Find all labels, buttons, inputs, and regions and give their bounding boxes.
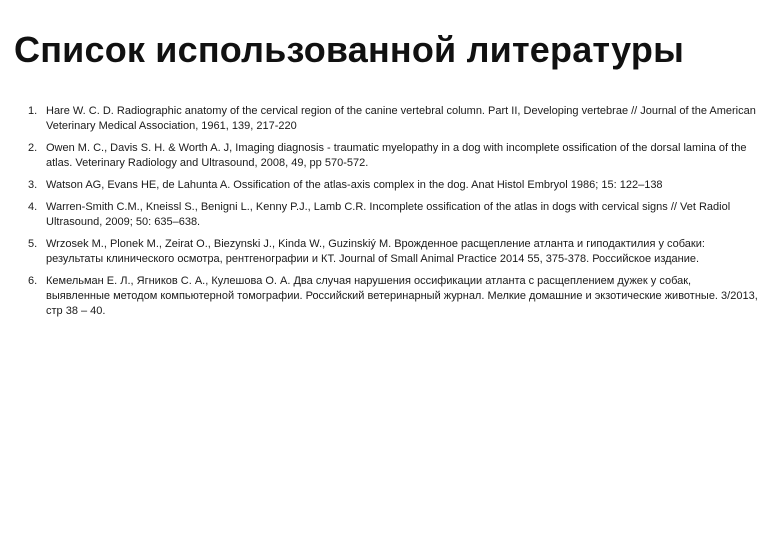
list-item (28, 104, 758, 134)
reference-number: 3. (28, 179, 38, 191)
reference-text: Кемельман Е. Л., Ягников С. А., Кулешова О. А. Два случая нарушения оссификации атланта с расщеплением дужек у собак, выявленные методом компьютерной томографии. Российский ветеринарный журнал. Мелкие домашние и экзотические животные. 3/2013, стр 38 – 40. (46, 275, 758, 317)
list-item (28, 141, 758, 171)
reference-text: Warren-Smith C.M., Kneissl S., Benigni L., Kenny P.J., Lamb C.R. Incomplete ossification of the atlas in dogs with cervical signs // Vet Radiol Ultrasound, 2009; 50: 635–638. (46, 201, 731, 228)
list-item (28, 237, 758, 267)
reference-number: 1. (28, 105, 38, 117)
reference-text: Wrzosek M., Plonek M., Zeirat O., Biezynski J., Kinda W., Guzinskiý M. Врожденное расщепление атланта и гиподактилия у собаки: результаты клинического осмотра, рентгенографии и КТ. Journal of Small Animal Practice 2014 55, 375-378. Российское издание. (46, 238, 705, 265)
reference-text: Hare W. C. D. Radiographic anatomy of the cervical region of the canine vertebral column. Part II, Developing vertebrae // Journal of the American Veterinary Medical Association, 1961, 139, 217-220 (46, 105, 756, 132)
reference-text: Watson AG, Evans HE, de Lahunta A. Ossification of the atlas-axis complex in the dog. Anat Histol Embryol 1986; 15: 122–138 (46, 179, 663, 191)
reference-text: Owen M. C., Davis S. H. & Worth A. J, Imaging diagnosis - traumatic myelopathy in a dog with incomplete ossification of the dorsal lamina of the atlas. Veterinary Radiology and Ultrasound, 2008, 49, pp 570-572. (46, 142, 747, 169)
reference-number: 5. (28, 238, 38, 250)
reference-list (28, 104, 758, 326)
list-item (28, 274, 758, 319)
reference-number: 6. (28, 275, 38, 287)
page-title: Список использованной литературы (14, 29, 685, 70)
list-item (28, 178, 758, 193)
reference-number: 2. (28, 142, 38, 154)
list-item (28, 200, 758, 230)
reference-number: 4. (28, 201, 38, 213)
